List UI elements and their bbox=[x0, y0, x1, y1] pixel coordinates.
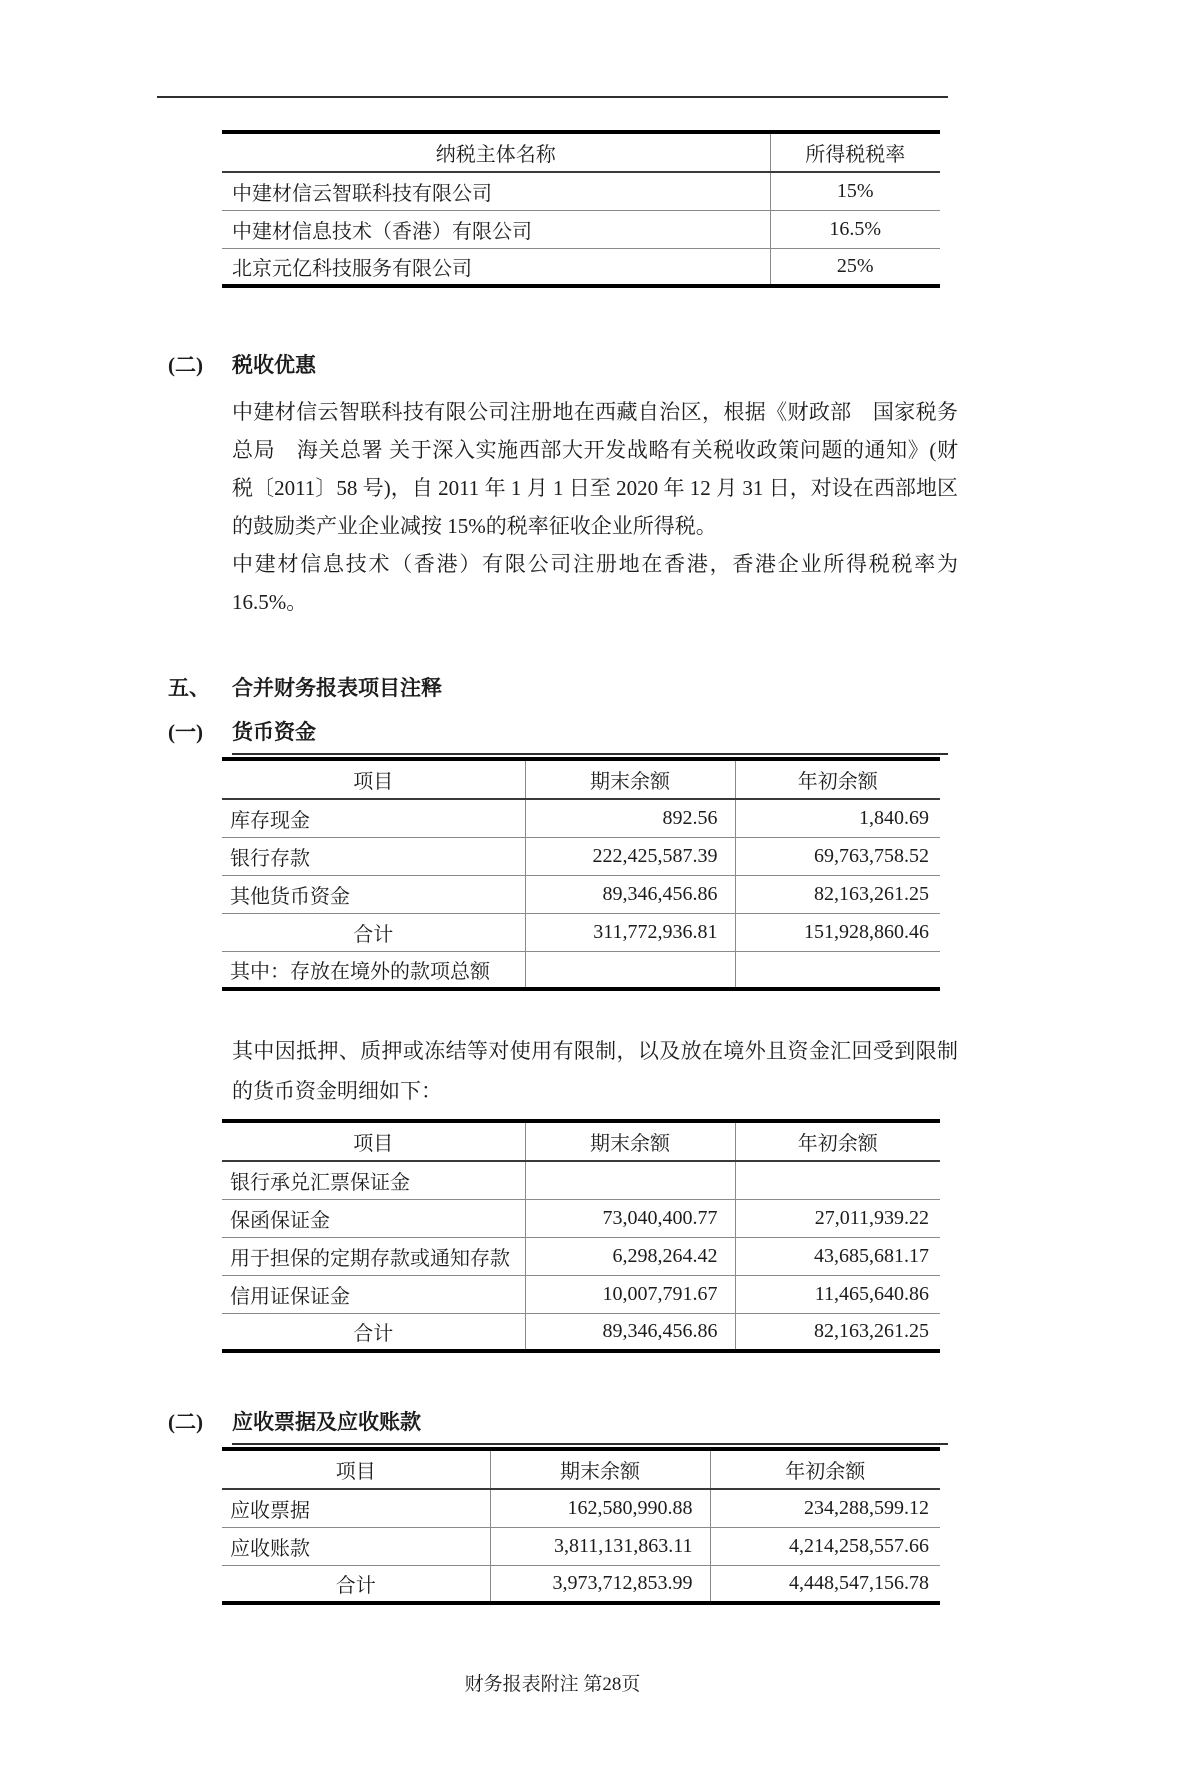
cell-beginning-balance: 82,163,261.25 bbox=[735, 875, 940, 913]
column-header-beginning-balance: 年初余额 bbox=[735, 1121, 940, 1161]
cell-item: 银行存款 bbox=[222, 837, 525, 875]
cell-beginning-balance: 151,928,860.46 bbox=[735, 913, 940, 951]
column-header-ending-balance: 期末余额 bbox=[525, 1121, 735, 1161]
column-header-rate: 所得税税率 bbox=[770, 132, 940, 172]
receivables-table bbox=[222, 1447, 940, 1605]
table-header-row bbox=[222, 1449, 940, 1489]
table-row bbox=[222, 248, 940, 286]
cell-ending-balance bbox=[525, 1161, 735, 1199]
cell-beginning-balance: 27,011,939.22 bbox=[735, 1199, 940, 1237]
cell-tax-rate: 25% bbox=[770, 248, 940, 286]
section-title: 应收票据及应收账款 bbox=[232, 1407, 948, 1445]
cell-total-label: 合计 bbox=[222, 1313, 525, 1351]
table-header-row bbox=[222, 759, 940, 799]
cell-ending-balance: 89,346,456.86 bbox=[525, 875, 735, 913]
cell-beginning-balance bbox=[735, 951, 940, 989]
section-number: (二) bbox=[168, 353, 203, 377]
section-heading-monetary-funds bbox=[168, 717, 948, 755]
total-row bbox=[222, 1313, 940, 1351]
table-header-row bbox=[222, 1121, 940, 1161]
paragraph-tax-incentive-2: 中建材信息技术（香港）有限公司注册地在香港，香港企业所得税税率为 16.5%。 bbox=[232, 552, 958, 614]
cell-ending-balance bbox=[525, 951, 735, 989]
cell-item: 保函保证金 bbox=[222, 1199, 525, 1237]
cell-total-label: 合计 bbox=[222, 1565, 490, 1603]
cell-item: 用于担保的定期存款或通知存款 bbox=[222, 1237, 525, 1275]
cell-total-label: 合计 bbox=[222, 913, 525, 951]
column-header-item: 项目 bbox=[222, 759, 525, 799]
cell-ending-balance: 311,772,936.81 bbox=[525, 913, 735, 951]
cell-item: 应收账款 bbox=[222, 1527, 490, 1565]
section-title: 合并财务报表项目注释 bbox=[232, 676, 442, 700]
table-row bbox=[222, 875, 940, 913]
cell-beginning-balance: 4,214,258,557.66 bbox=[710, 1527, 940, 1565]
table-row bbox=[222, 172, 940, 210]
cell-beginning-balance: 69,763,758.52 bbox=[735, 837, 940, 875]
cell-beginning-balance: 43,685,681.17 bbox=[735, 1237, 940, 1275]
table-row bbox=[222, 1489, 940, 1527]
cell-entity-name: 北京元亿科技服务有限公司 bbox=[222, 248, 770, 286]
column-header-ending-balance: 期末余额 bbox=[490, 1449, 710, 1489]
table-row bbox=[222, 1237, 940, 1275]
section-title: 税收优惠 bbox=[232, 353, 316, 377]
column-header-item: 项目 bbox=[222, 1449, 490, 1489]
section-number: (二) bbox=[168, 1410, 203, 1434]
cell-tax-rate: 15% bbox=[770, 172, 940, 210]
section-heading-tax-incentive bbox=[168, 350, 948, 380]
column-header-beginning-balance: 年初余额 bbox=[710, 1449, 940, 1489]
column-header-beginning-balance: 年初余额 bbox=[735, 759, 940, 799]
cell-item: 银行承兑汇票保证金 bbox=[230, 1171, 410, 1194]
section-heading-notes bbox=[168, 673, 948, 703]
paragraph-restricted-note: 其中因抵押、质押或冻结等对使用有限制，以及放在境外且资金汇回受到限制的货币资金明细如下： bbox=[232, 1039, 958, 1103]
table-row bbox=[222, 1527, 940, 1565]
section-number: 五、 bbox=[168, 676, 210, 700]
cell-ending-balance: 6,298,264.42 bbox=[525, 1237, 735, 1275]
total-row bbox=[222, 913, 940, 951]
cell-beginning-balance: 11,465,640.86 bbox=[735, 1275, 940, 1313]
cell-item: 信用证保证金 bbox=[222, 1275, 525, 1313]
table-row bbox=[222, 951, 940, 989]
table-row bbox=[222, 1275, 940, 1313]
cell-ending-balance: 89,346,456.86 bbox=[525, 1313, 735, 1351]
table-row bbox=[222, 799, 940, 837]
table-row bbox=[222, 1199, 940, 1237]
cell-beginning-balance bbox=[735, 1161, 940, 1199]
table-row bbox=[222, 837, 940, 875]
column-header-entity: 纳税主体名称 bbox=[222, 132, 770, 172]
table-header-row bbox=[222, 132, 940, 172]
section-title: 货币资金 bbox=[232, 717, 948, 755]
table-row bbox=[222, 210, 940, 248]
cell-ending-balance: 892.56 bbox=[525, 799, 735, 837]
cell-ending-balance: 10,007,791.67 bbox=[525, 1275, 735, 1313]
cell-item: 应收票据 bbox=[230, 1499, 310, 1522]
column-header-ending-balance: 期末余额 bbox=[525, 759, 735, 799]
total-row bbox=[222, 1565, 940, 1603]
cell-ending-balance: 162,580,990.88 bbox=[490, 1489, 710, 1527]
cell-item: 库存现金 bbox=[230, 809, 310, 832]
cell-tax-rate: 16.5% bbox=[770, 210, 940, 248]
cell-beginning-balance: 4,448,547,156.78 bbox=[710, 1565, 940, 1603]
cell-beginning-balance: 82,163,261.25 bbox=[735, 1313, 940, 1351]
page-content bbox=[157, 96, 958, 1696]
cell-beginning-balance: 1,840.69 bbox=[735, 799, 940, 837]
page-footer: 财务报表附注 第28页 bbox=[464, 1674, 641, 1695]
cell-ending-balance: 222,425,587.39 bbox=[525, 837, 735, 875]
section-number: (一) bbox=[168, 720, 203, 744]
cell-item: 其中：存放在境外的款项总额 bbox=[222, 951, 525, 989]
section-heading-receivables bbox=[168, 1407, 948, 1445]
document-page bbox=[0, 96, 1200, 1792]
restricted-funds-table bbox=[222, 1119, 940, 1353]
monetary-funds-table bbox=[222, 757, 940, 991]
cell-ending-balance: 3,811,131,863.11 bbox=[490, 1527, 710, 1565]
tax-rate-table bbox=[222, 130, 940, 288]
paragraph-tax-incentive-1: 中建材信云智联科技有限公司注册地在西藏自治区，根据《财政部 国家税务总局 海关总署 关于深入实施西部大开发战略有关税收政策问题的通知》(财税〔2011〕58 号)，自 2011 年 1 月 1 日至 2020 年 12 月 31 日，对设在西部地区的鼓励类产业企业减按 15%的税率征收企业所得税。 bbox=[232, 400, 958, 538]
page-header-rule bbox=[157, 96, 948, 98]
table-row bbox=[222, 1161, 940, 1199]
cell-ending-balance: 73,040,400.77 bbox=[525, 1199, 735, 1237]
cell-entity-name: 中建材信云智联科技有限公司 bbox=[232, 182, 492, 205]
cell-item: 其他货币资金 bbox=[222, 875, 525, 913]
cell-entity-name: 中建材信息技术（香港）有限公司 bbox=[222, 210, 770, 248]
column-header-item: 项目 bbox=[222, 1121, 525, 1161]
cell-ending-balance: 3,973,712,853.99 bbox=[490, 1565, 710, 1603]
cell-beginning-balance: 234,288,599.12 bbox=[710, 1489, 940, 1527]
